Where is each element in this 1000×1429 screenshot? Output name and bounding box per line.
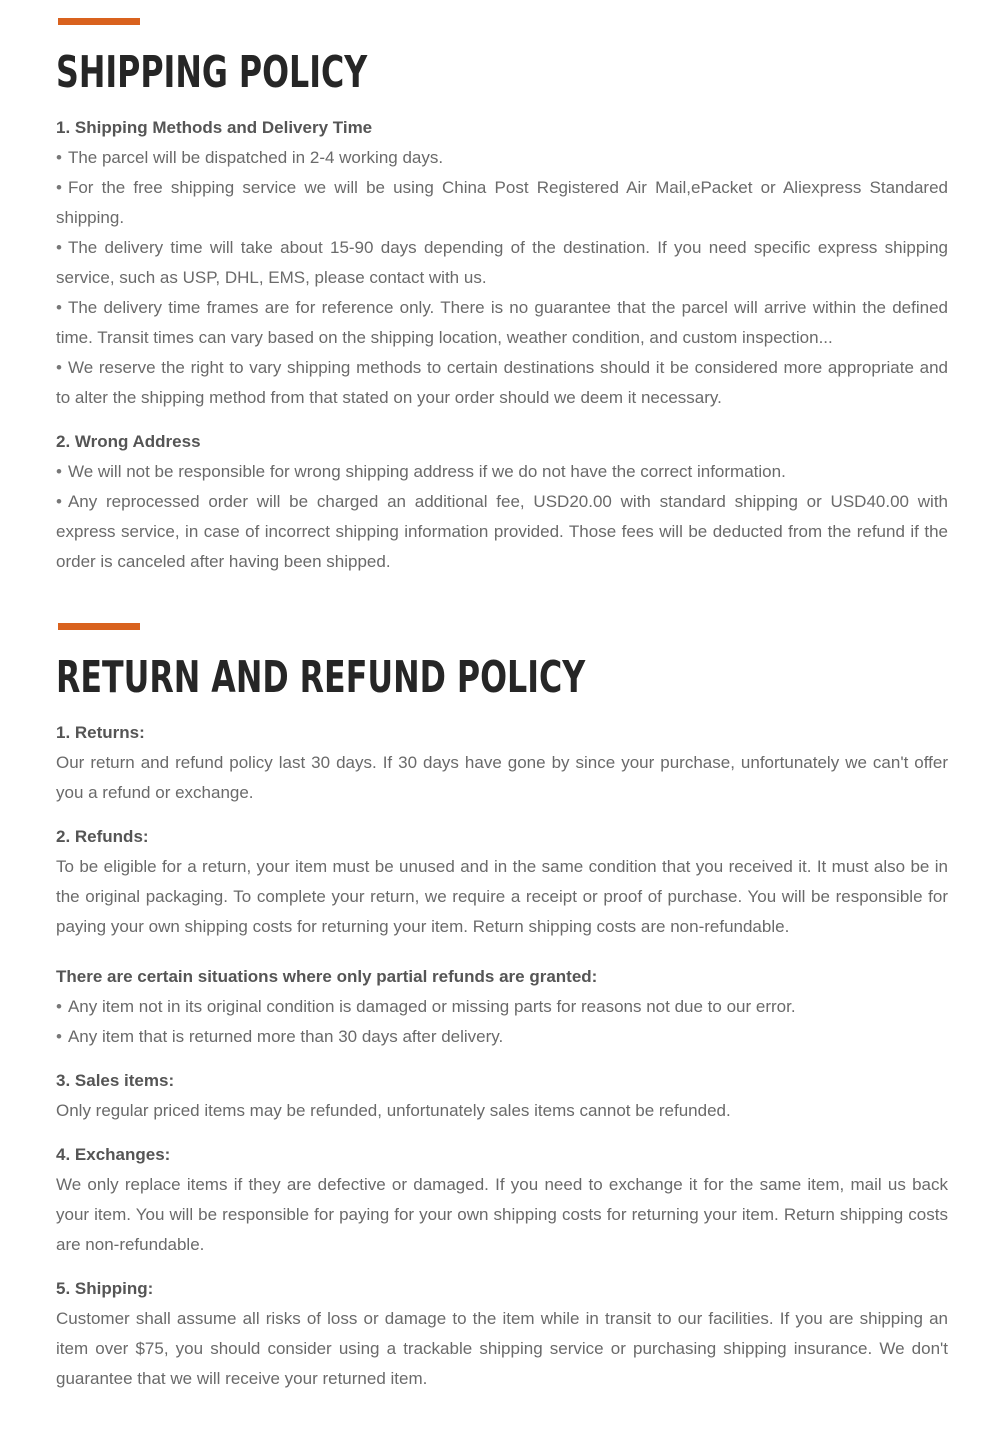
sub-heading: 3. Sales items: bbox=[56, 1071, 175, 1090]
sub-heading: 1. Shipping Methods and Delivery Time bbox=[56, 118, 373, 137]
paragraph: Only regular priced items may be refunded, unfortunately sales items cannot be refunded. bbox=[56, 1101, 731, 1120]
exchanges-block bbox=[56, 1140, 948, 1260]
return-refund-policy-section bbox=[56, 623, 948, 1394]
bullet-item: • We will not be responsible for wrong shipping address if we do not have the correct information. bbox=[56, 457, 948, 487]
bullet-item: • The delivery time will take about 15-90 days depending of the destination. If you need specific express shipping service, such as USP, DHL, EMS, please contact with us. bbox=[56, 233, 948, 293]
section-title: RETURN AND REFUND POLICY bbox=[56, 652, 586, 703]
sub-heading: 2. Refunds: bbox=[56, 827, 149, 846]
bullet-item: • The parcel will be dispatched in 2-4 working days. bbox=[56, 143, 948, 173]
accent-bar bbox=[58, 623, 140, 630]
return-shipping-block bbox=[56, 1274, 948, 1394]
bullet-item: • Any item not in its original condition is damaged or missing parts for reasons not due to our error. bbox=[56, 992, 948, 1022]
sub-heading: 2. Wrong Address bbox=[56, 432, 201, 451]
sub-heading: 1. Returns: bbox=[56, 723, 145, 742]
shipping-methods-block bbox=[56, 113, 948, 413]
section-title: SHIPPING POLICY bbox=[56, 47, 368, 98]
bullet-item: • Any reprocessed order will be charged an additional fee, USD20.00 with standard shipping or USD40.00 with express service, in case of incorrect shipping information provided. Those fees will be deducted from the refund if the order is canceled after having been shipped. bbox=[56, 487, 948, 577]
paragraph: To be eligible for a return, your item must be unused and in the same condition that you received it. It must also be in the original packaging. To complete your return, we require a receipt or proof of purchase. You will be responsible for paying your own shipping costs for returning your item. Return shipping costs are non-refundable. bbox=[56, 857, 948, 936]
shipping-policy-section bbox=[56, 18, 948, 577]
wrong-address-block bbox=[56, 427, 948, 577]
sub-heading: 4. Exchanges: bbox=[56, 1145, 171, 1164]
sub-heading: 5. Shipping: bbox=[56, 1279, 154, 1298]
sub-heading: There are certain situations where only partial refunds are granted: bbox=[56, 967, 598, 986]
refunds-block bbox=[56, 822, 948, 942]
bullet-item: • Any item that is returned more than 30 days after delivery. bbox=[56, 1022, 948, 1052]
accent-bar bbox=[58, 18, 140, 25]
bullet-item: • The delivery time frames are for reference only. There is no guarantee that the parcel will arrive within the defined time. Transit times can vary based on the shipping location, weather condition, and custom inspection... bbox=[56, 293, 948, 353]
paragraph: We only replace items if they are defective or damaged. If you need to exchange it for the same item, mail us back your item. You will be responsible for paying for your own shipping costs for returning your item. Return shipping costs are non-refundable. bbox=[56, 1175, 948, 1254]
bullet-item: • We reserve the right to vary shipping methods to certain destinations should it be considered more appropriate and to alter the shipping method from that stated on your order should we deem it necessary. bbox=[56, 353, 948, 413]
paragraph: Our return and refund policy last 30 days. If 30 days have gone by since your purchase, unfortunately we can't offer you a refund or exchange. bbox=[56, 753, 948, 802]
paragraph: Customer shall assume all risks of loss or damage to the item while in transit to our facilities. If you are shipping an item over $75, you should consider using a trackable shipping service or purchasing shipping insurance. We don't guarantee that we will receive your returned item. bbox=[56, 1309, 948, 1388]
returns-block bbox=[56, 718, 948, 808]
bullet-item: • For the free shipping service we will be using China Post Registered Air Mail,ePacket or Aliexpress Standared shipping. bbox=[56, 173, 948, 233]
sales-items-block bbox=[56, 1066, 948, 1126]
partial-refunds-block bbox=[56, 962, 948, 1052]
